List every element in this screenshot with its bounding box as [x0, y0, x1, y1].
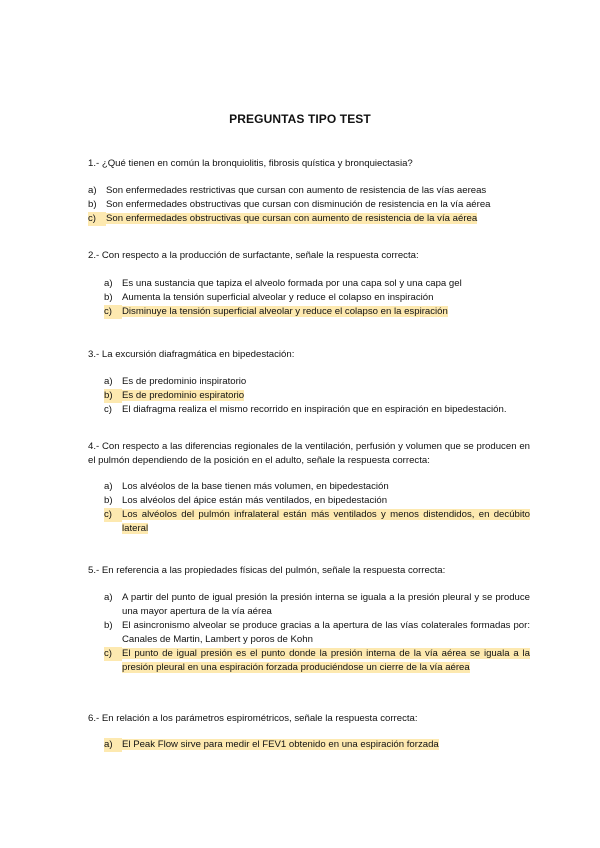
- option-text-highlighted: Disminuye la tensión superficial alveolar y reduce el colapso en la espiración: [122, 306, 448, 317]
- page-title: PREGUNTAS TIPO TEST: [229, 112, 371, 126]
- option-letter: b): [104, 620, 113, 631]
- option-c: [88, 647, 530, 675]
- option-a: [88, 184, 530, 198]
- option-b: [88, 198, 530, 212]
- option-letter: b): [104, 495, 113, 506]
- option-text-highlighted: Los alvéolos del pulmón infralateral están más ventilados y menos distendidos, en decúbito lateral: [122, 509, 530, 534]
- option-text-highlighted: Es de predominio espiratorio: [122, 390, 245, 401]
- option-text: Los alvéolos del ápice están más ventilados, en bipedestación: [122, 495, 388, 506]
- option-letter: b): [104, 292, 113, 303]
- option-text: Son enfermedades obstructivas que cursan con disminución de resistencia en la vía aérea: [106, 199, 491, 210]
- question-text: 6.- En relación a los parámetros espirométricos, señale la respuesta correcta:: [88, 713, 418, 724]
- option-c: [88, 508, 530, 536]
- option-b: [88, 494, 530, 508]
- option-c: [88, 403, 530, 417]
- option-text: El diafragma realiza el mismo recorrido en inspiración que en espiración en bipedestación.: [122, 404, 507, 415]
- option-letter: c): [104, 647, 122, 661]
- option-letter: a): [104, 376, 113, 387]
- option-b: [88, 389, 530, 403]
- option-text: A partir del punto de igual presión la presión interna se iguala a la presión pleural y se produce una mayor apertura de la vía aérea: [122, 592, 530, 617]
- option-a: [88, 591, 530, 619]
- option-a: [88, 738, 530, 752]
- option-letter: a): [104, 481, 113, 492]
- option-text: Los alvéolos de la base tienen más volumen, en bipedestación: [122, 481, 389, 492]
- option-text: Es de predominio inspiratorio: [122, 376, 247, 387]
- question-text: 1.- ¿Qué tienen en común la bronquiolitis, fibrosis quística y bronquiectasia?: [88, 158, 413, 169]
- option-c: [88, 212, 530, 226]
- option-letter: b): [88, 199, 97, 210]
- option-c: [88, 305, 530, 319]
- question-4: [88, 440, 530, 536]
- option-text: Aumenta la tensión superficial alveolar y reduce el colapso en inspiración: [122, 292, 434, 303]
- option-letter: c): [104, 404, 112, 415]
- option-a: [88, 480, 530, 494]
- option-letter: a): [104, 278, 113, 289]
- question-2: [88, 249, 530, 319]
- option-letter: a): [104, 592, 113, 603]
- question-text: 4.- Con respecto a las diferencias regionales de la ventilación, perfusión y volumen que se producen en el pulmón dependiendo de la posición en el adulto, señale la respuesta correcta:: [88, 441, 530, 466]
- option-letter: b): [104, 389, 122, 403]
- option-b: [88, 291, 530, 305]
- option-letter: c): [88, 212, 106, 226]
- question-6: [88, 712, 530, 752]
- option-text: El asincronismo alveolar se produce gracias a la apertura de las vías colaterales formadas por: Canales de Martin, Lambert y poros de Kohn: [122, 620, 530, 645]
- question-text: 5.- En referencia a las propiedades físicas del pulmón, señale la respuesta correcta:: [88, 565, 446, 576]
- option-letter: a): [104, 738, 122, 752]
- option-text: Son enfermedades restrictivas que cursan con aumento de resistencia de las vías aereas: [106, 185, 487, 196]
- option-text: Es una sustancia que tapiza el alveolo formada por una capa sol y una capa gel: [122, 278, 462, 289]
- question-1: [88, 157, 530, 226]
- option-text-highlighted: El Peak Flow sirve para medir el FEV1 obtenido en una espiración forzada: [122, 739, 439, 750]
- option-a: [88, 277, 530, 291]
- question-text: 3.- La excursión diafragmática en bipedestación:: [88, 349, 295, 360]
- question-3: [88, 348, 530, 417]
- option-letter: c): [104, 305, 122, 319]
- option-letter: a): [88, 185, 97, 196]
- question-5: [88, 564, 530, 675]
- option-b: [88, 619, 530, 647]
- question-text: 2.- Con respecto a la producción de surfactante, señale la respuesta correcta:: [88, 250, 419, 261]
- option-text-highlighted: Son enfermedades obstructivas que cursan con aumento de resistencia de la vía aérea: [106, 213, 478, 224]
- option-a: [88, 375, 530, 389]
- option-text-highlighted: El punto de igual presión es el punto donde la presión interna de la vía aérea se iguala a la presión pleural en una espiración forzada produciéndose un cierre de la vía aérea: [122, 648, 530, 673]
- option-letter: c): [104, 508, 122, 522]
